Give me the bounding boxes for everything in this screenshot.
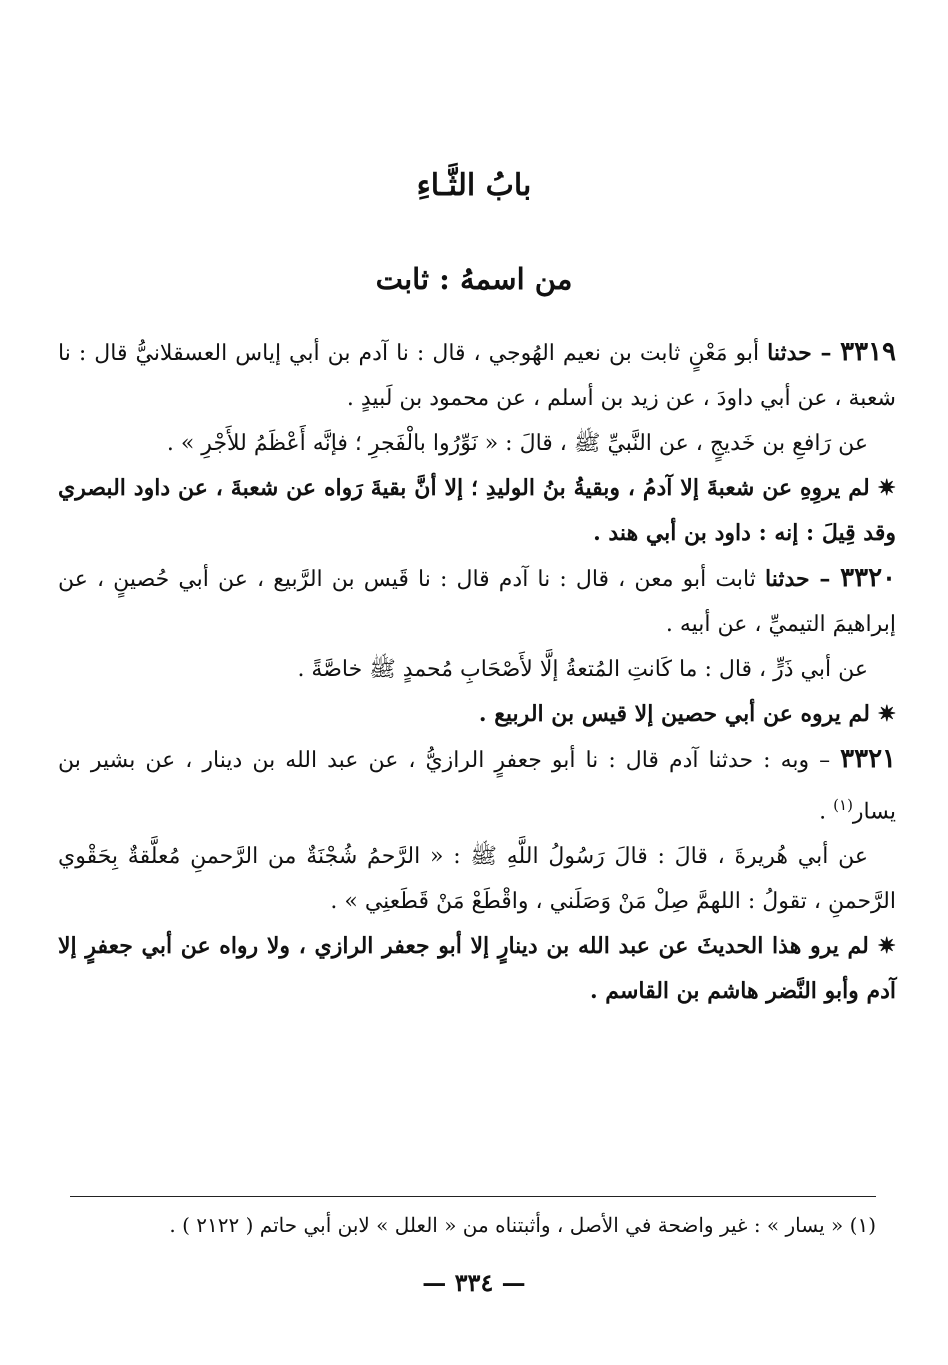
section-title: من اسمهُ : ثابت — [375, 262, 573, 296]
footnote-divider — [70, 1196, 876, 1197]
hadith-3320-isnad — [58, 556, 896, 647]
hadith-number: ٣٣٢٠ — [840, 563, 896, 593]
hadith-3320-comment: ✷ لم يروه عن أبي حصين إلا قيس بن الربيع . — [478, 701, 896, 727]
chapter-title: بابُ الثَّـاءِ — [416, 168, 532, 203]
hadith-isnad-end: . — [819, 799, 834, 825]
footnote-reference: (١) — [833, 796, 853, 814]
hadith-3321-isnad — [58, 737, 896, 834]
hadith-isnad-lead: – حدثنا — [764, 566, 841, 592]
hadith-3320-matn: عن أبي ذَرٍّ ، قال : ما كَانتِ المُتعةُ إلَّا لأَصْحَابِ مُحمدٍ ﷺ خاصَّةً . — [297, 657, 868, 682]
hadith-3321-comment: ✷ لم يرو هذا الحديثَ عن عبد الله بن دينارٍ إلا أبو جعفر الرازي ، ولا رواه عن أبي جعفرٍ إلا آدم وأبو النَّضر هاشم بن القاسم . — [58, 933, 896, 1005]
page-number: — ٣٣٤ — — [422, 1268, 526, 1297]
footnote: (١) « يسار » : غير واضحة في الأصل ، وأثبتناه من « العلل » لابن أبي حاتم ( ٢١٢٢ ) . — [169, 1213, 876, 1237]
hadith-isnad-text: ثابت أبو معن ، قال : نا آدم قال : نا قَيس بن الرَّبيع ، عن أبي حُصينٍ ، عن إبراهيمَ التيميِّ ، عن أبيه . — [58, 567, 896, 637]
hadith-3319-isnad — [58, 330, 896, 421]
hadith-number: ٣٣٢١ — [840, 744, 896, 774]
hadith-number: ٣٣١٩ — [840, 337, 896, 367]
hadith-isnad-lead: – حدثنا — [767, 340, 841, 366]
hadith-3319-matn: عن رَافعِ بن خَديجٍ ، عن النَّبيِّ ﷺ ، قالَ : « نَوِّرُوا بالْفَجرِ ؛ فإنَّه أَعْظَمُ للأَجْرِ » . — [166, 431, 868, 456]
hadith-isnad-text: – وبه : حدثنا آدم قال : نا أبو جعفرٍ الرازيُّ ، عن عبد الله بن دينار ، عن بشير بن يسار — [58, 748, 896, 825]
hadith-3321-matn: عن أبي هُريرةَ ، قالَ : قالَ رَسُولُ اللَّهِ ﷺ : « الرَّحمُ شُجْنَةٌ من الرَّحمنِ مُعلَّقةٌ بِحَقْوي الرَّحمنِ ، تقولُ : اللهمَّ صِلْ مَنْ وَصَلَني ، واقْطَعْ مَنْ قَطَعنِي » . — [58, 844, 896, 915]
hadith-3319-comment: ✷ لم يروِهِ عن شعبةَ إلا آدمُ ، وبقيةُ بنُ الوليدِ ؛ إلا أنَّ بقيةَ رَواه عن شعبةَ ، عن داود البصري وقد قِيلَ : إنه : داود بن أبي هند . — [58, 475, 896, 546]
body-text — [58, 330, 896, 1014]
hadith-isnad-text: أبو مَعْنٍ ثابت بن نعيم الهُوجي ، قال : نا آدم بن أبي إياس العسقلانيُّ قال : نا شعبة ، عن أبي داودَ ، عن زيد بن أسلم ، عن محمود بن لَبيدٍ . — [58, 341, 896, 411]
